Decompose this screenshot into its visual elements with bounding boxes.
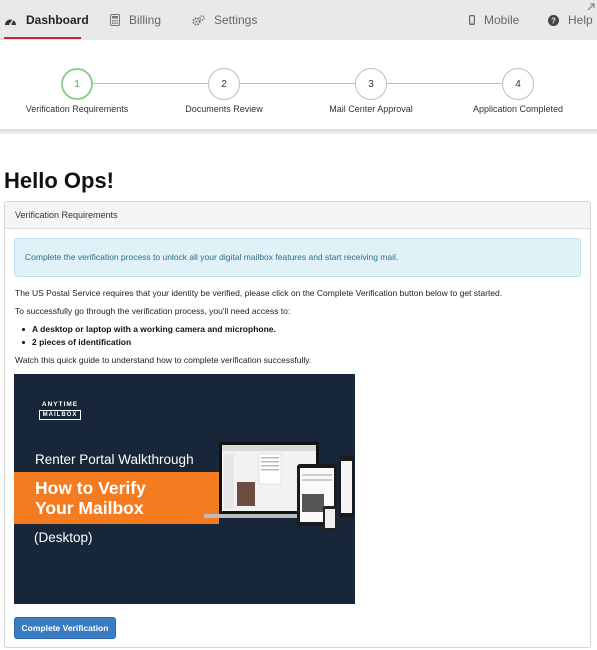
nav-settings[interactable] (192, 0, 257, 40)
help-circle-icon (548, 15, 559, 26)
step-3-label: Mail Center Approval (329, 104, 413, 114)
video-title-line2: Your Mailbox (35, 498, 144, 518)
guide-text: Watch this quick guide to understand how to complete verification successfully. (15, 355, 312, 365)
gears-icon (192, 15, 205, 26)
walkthrough-video-thumbnail[interactable] (14, 374, 355, 604)
active-tab-indicator (4, 37, 81, 39)
step-2-label: Documents Review (185, 104, 263, 114)
access-intro-text: To successfully go through the verification process, you'll need access to: (15, 306, 291, 316)
video-title-line1: How to Verify (35, 478, 146, 498)
nav-billing[interactable] (110, 0, 161, 40)
verification-panel (4, 201, 591, 648)
step-4-label: Application Completed (472, 104, 564, 114)
external-link-icon (587, 3, 595, 11)
dashboard-icon (4, 15, 17, 26)
panel-title: Verification Requirements (5, 202, 590, 229)
nav-billing-label: Billing (129, 13, 162, 27)
nav-settings-label: Settings (214, 13, 258, 27)
devices-illustration (199, 434, 355, 534)
anytime-mailbox-logo: ANYTIME MAILBOX (39, 400, 81, 420)
nav-dashboard[interactable] (4, 0, 89, 40)
complete-verification-button[interactable]: Complete Verification (14, 617, 116, 639)
nav-dashboard-label: Dashboard (26, 13, 89, 27)
info-alert: Complete the verification process to unlock all your digital mailbox features and start receiving mail. (14, 238, 581, 277)
step-connector (387, 83, 502, 84)
nav-help-label: Help (568, 13, 593, 27)
step-3-circle: 3 (355, 68, 387, 100)
list-item: A desktop or laptop with a working camera and microphone. (15, 323, 276, 336)
step-4-circle: 4 (502, 68, 534, 100)
video-title-banner (14, 472, 219, 524)
requirements-list (15, 323, 276, 349)
nav-mobile[interactable] (469, 0, 519, 40)
step-connector (93, 83, 208, 84)
calculator-icon (110, 14, 120, 26)
step-1-circle: 1 (61, 68, 93, 100)
mobile-icon (469, 15, 475, 25)
step-1-label: Verification Requirements (25, 104, 129, 114)
step-connector (240, 83, 355, 84)
nav-help[interactable] (548, 0, 593, 40)
list-item: 2 pieces of identification (15, 336, 276, 349)
step-2-circle: 2 (208, 68, 240, 100)
intro-text: The US Postal Service requires that your identity be verified, please click on the Complete Verification button below to get started. (15, 288, 503, 298)
nav-mobile-label: Mobile (484, 13, 520, 27)
video-subtitle: Renter Portal Walkthrough (35, 452, 194, 467)
page-title: Hello Ops! (4, 168, 115, 193)
video-platform: (Desktop) (34, 530, 93, 545)
svg-text:?: ? (551, 15, 556, 25)
stepper-divider (0, 129, 597, 134)
progress-stepper (0, 40, 597, 130)
top-nav (0, 0, 597, 40)
